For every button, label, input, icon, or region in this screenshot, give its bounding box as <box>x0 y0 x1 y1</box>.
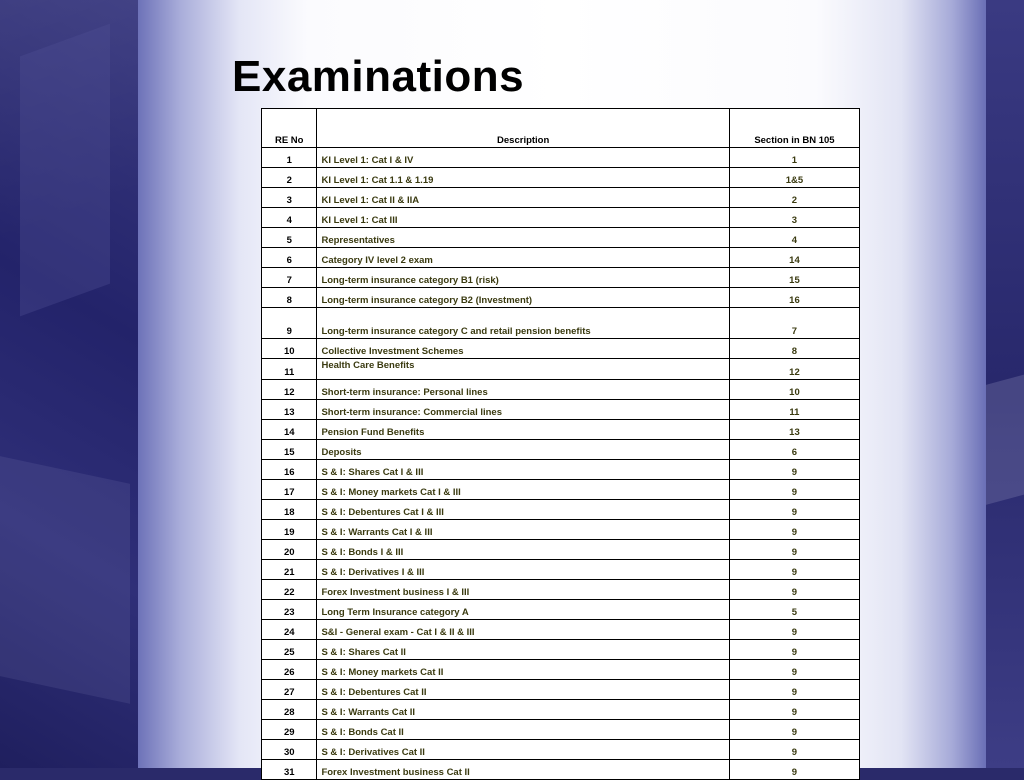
cell-description: S & I: Shares Cat I & III <box>317 460 729 480</box>
cell-description: S & I: Derivatives Cat II <box>317 740 729 760</box>
cell-description: Long-term insurance category B1 (risk) <box>317 268 729 288</box>
cell-section: 9 <box>729 680 859 700</box>
cell-section: 16 <box>729 288 859 308</box>
table-row <box>262 580 860 600</box>
cell-re-no: 23 <box>262 600 317 620</box>
cell-description: S & I: Shares Cat II <box>317 640 729 660</box>
cell-section: 15 <box>729 268 859 288</box>
cell-re-no: 25 <box>262 640 317 660</box>
cell-description: S & I: Derivatives I & III <box>317 560 729 580</box>
cell-section: 2 <box>729 188 859 208</box>
cell-description: S & I: Debentures Cat I & III <box>317 500 729 520</box>
table-row <box>262 420 860 440</box>
table-row <box>262 500 860 520</box>
cell-section: 10 <box>729 380 859 400</box>
cell-section: 9 <box>729 700 859 720</box>
cell-re-no: 1 <box>262 148 317 168</box>
cell-section: 9 <box>729 520 859 540</box>
cell-re-no: 21 <box>262 560 317 580</box>
cell-section: 9 <box>729 760 859 780</box>
header-description: Description <box>317 109 729 148</box>
cell-description: Forex Investment business I & III <box>317 580 729 600</box>
cell-re-no: 18 <box>262 500 317 520</box>
cell-description: Health Care Benefits <box>317 359 729 380</box>
cell-description: Pension Fund Benefits <box>317 420 729 440</box>
cell-section: 9 <box>729 620 859 640</box>
table-row <box>262 760 860 780</box>
cell-description: KI Level 1: Cat 1.1 & 1.19 <box>317 168 729 188</box>
table-body <box>262 148 860 780</box>
cell-description: KI Level 1: Cat II & IIA <box>317 188 729 208</box>
table-row <box>262 520 860 540</box>
cell-re-no: 3 <box>262 188 317 208</box>
table-row <box>262 600 860 620</box>
cell-description: S & I: Debentures Cat II <box>317 680 729 700</box>
cell-description: S & I: Money markets Cat I & III <box>317 480 729 500</box>
cell-description: KI Level 1: Cat I & IV <box>317 148 729 168</box>
cell-re-no: 11 <box>262 359 317 380</box>
cell-re-no: 10 <box>262 339 317 359</box>
cell-description: S & I: Money markets Cat II <box>317 660 729 680</box>
cell-re-no: 24 <box>262 620 317 640</box>
table-row <box>262 740 860 760</box>
cell-section: 4 <box>729 228 859 248</box>
cell-description: Deposits <box>317 440 729 460</box>
cell-re-no: 8 <box>262 288 317 308</box>
slide-title: Examinations <box>232 52 525 101</box>
table-row <box>262 440 860 460</box>
table-row <box>262 540 860 560</box>
cell-re-no: 6 <box>262 248 317 268</box>
cell-re-no: 29 <box>262 720 317 740</box>
cell-re-no: 31 <box>262 760 317 780</box>
cell-description: Short-term insurance: Commercial lines <box>317 400 729 420</box>
table-row <box>262 680 860 700</box>
cell-section: 5 <box>729 600 859 620</box>
cell-section: 3 <box>729 208 859 228</box>
table-row <box>262 308 860 339</box>
cell-section: 9 <box>729 500 859 520</box>
cell-re-no: 28 <box>262 700 317 720</box>
cell-re-no: 14 <box>262 420 317 440</box>
table-row <box>262 248 860 268</box>
cell-description: S & I: Bonds Cat II <box>317 720 729 740</box>
table-row <box>262 339 860 359</box>
header-re-no: RE No <box>262 109 317 148</box>
cell-re-no: 16 <box>262 460 317 480</box>
cell-description: Long-term insurance category B2 (Investment) <box>317 288 729 308</box>
cell-re-no: 20 <box>262 540 317 560</box>
table-row <box>262 660 860 680</box>
table-row <box>262 268 860 288</box>
cell-description: Representatives <box>317 228 729 248</box>
cell-re-no: 4 <box>262 208 317 228</box>
cell-section: 13 <box>729 420 859 440</box>
cell-section: 9 <box>729 660 859 680</box>
header-section: Section in BN 105 <box>729 109 859 148</box>
cell-section: 9 <box>729 560 859 580</box>
cell-re-no: 17 <box>262 480 317 500</box>
table-row <box>262 359 860 380</box>
table-row <box>262 720 860 740</box>
cell-description: Long-term insurance category C and retail pension benefits <box>317 308 729 339</box>
cell-re-no: 2 <box>262 168 317 188</box>
table-row <box>262 700 860 720</box>
table-row <box>262 640 860 660</box>
cell-description: S & I: Warrants Cat II <box>317 700 729 720</box>
table-row <box>262 228 860 248</box>
cell-description: S & I: Bonds I & III <box>317 540 729 560</box>
table-row <box>262 188 860 208</box>
cell-re-no: 12 <box>262 380 317 400</box>
examinations-table <box>261 108 860 780</box>
cell-description: S&I - General exam - Cat I & II & III <box>317 620 729 640</box>
cell-re-no: 27 <box>262 680 317 700</box>
cell-re-no: 30 <box>262 740 317 760</box>
cell-re-no: 22 <box>262 580 317 600</box>
background-left-decoration <box>0 0 140 768</box>
background-right-decoration <box>984 0 1024 768</box>
cell-re-no: 5 <box>262 228 317 248</box>
cell-description: Collective Investment Schemes <box>317 339 729 359</box>
cell-section: 12 <box>729 359 859 380</box>
cell-section: 1&5 <box>729 168 859 188</box>
cell-section: 8 <box>729 339 859 359</box>
cell-section: 9 <box>729 720 859 740</box>
cell-re-no: 26 <box>262 660 317 680</box>
cell-description: Long Term Insurance category A <box>317 600 729 620</box>
cell-description: Category IV level 2 exam <box>317 248 729 268</box>
cell-re-no: 15 <box>262 440 317 460</box>
table-row <box>262 400 860 420</box>
table-row <box>262 480 860 500</box>
table-row <box>262 560 860 580</box>
cell-description: Forex Investment business Cat II <box>317 760 729 780</box>
table-row <box>262 620 860 640</box>
cell-re-no: 9 <box>262 308 317 339</box>
table-header-row <box>262 109 860 148</box>
table-row <box>262 168 860 188</box>
cell-section: 9 <box>729 540 859 560</box>
table-row <box>262 208 860 228</box>
cell-section: 9 <box>729 740 859 760</box>
cell-section: 9 <box>729 460 859 480</box>
cell-description: S & I: Warrants Cat I & III <box>317 520 729 540</box>
cell-re-no: 19 <box>262 520 317 540</box>
cell-re-no: 7 <box>262 268 317 288</box>
cell-description: KI Level 1: Cat III <box>317 208 729 228</box>
table-row <box>262 148 860 168</box>
cell-section: 7 <box>729 308 859 339</box>
table-row <box>262 288 860 308</box>
cell-section: 6 <box>729 440 859 460</box>
cell-section: 9 <box>729 480 859 500</box>
table-row <box>262 460 860 480</box>
cell-section: 1 <box>729 148 859 168</box>
cell-section: 9 <box>729 580 859 600</box>
cell-section: 14 <box>729 248 859 268</box>
cell-re-no: 13 <box>262 400 317 420</box>
cell-section: 11 <box>729 400 859 420</box>
cell-section: 9 <box>729 640 859 660</box>
table-row <box>262 380 860 400</box>
cell-description: Short-term insurance: Personal lines <box>317 380 729 400</box>
